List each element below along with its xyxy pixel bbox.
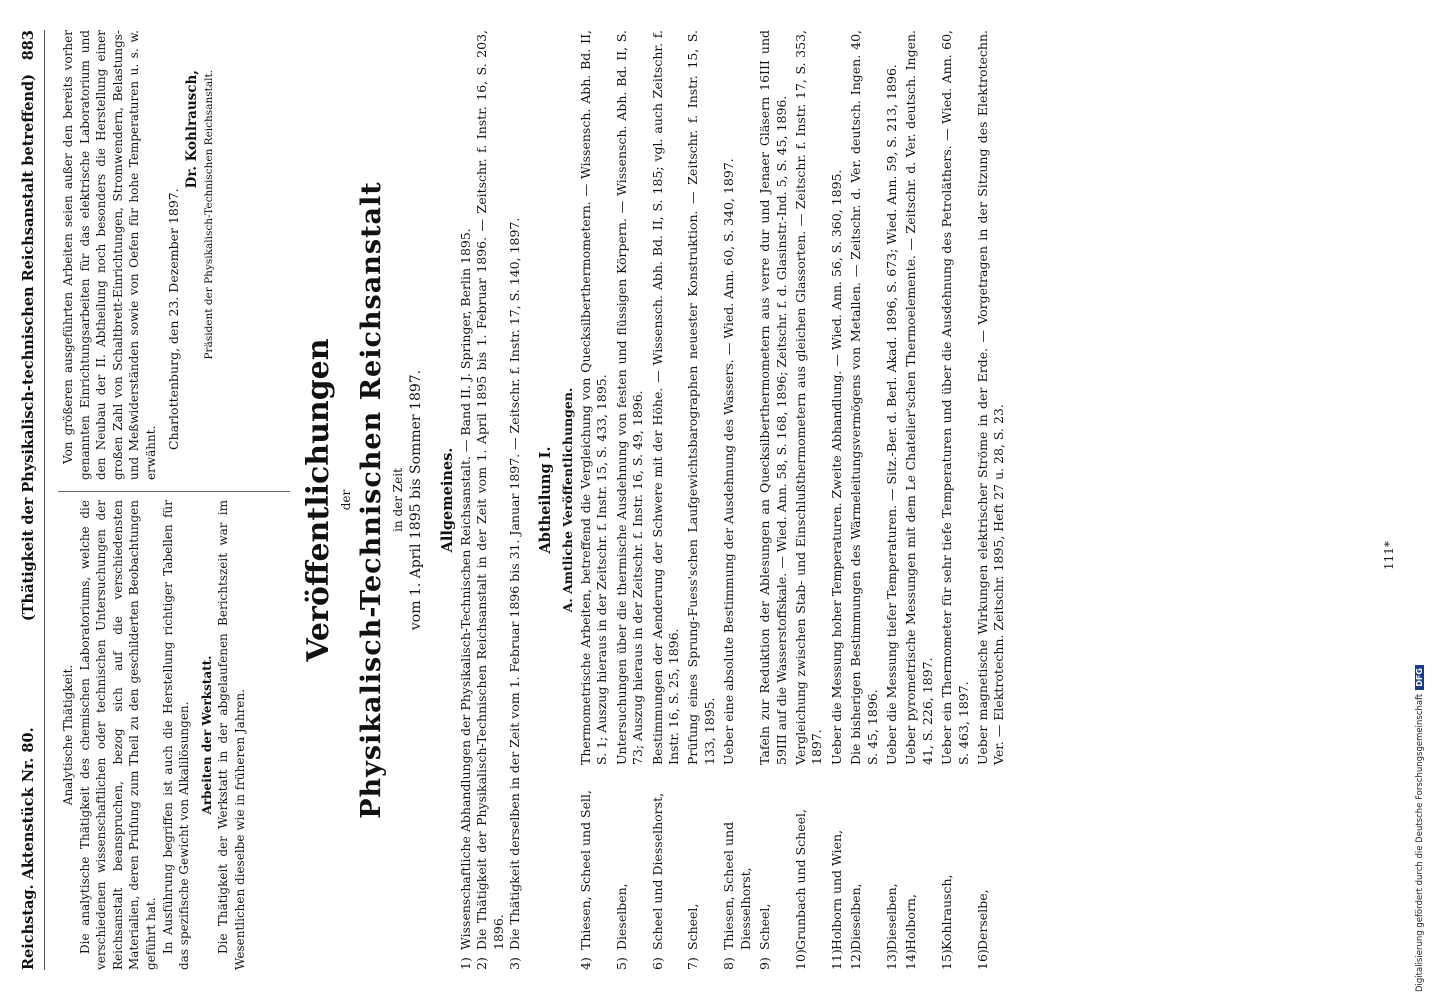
pub-title: Untersuchungen über die thermische Ausdehnung von festen und flüssigen Körpern. — Wissensch. Abh. Bd. II, S. 73; Auszug hieraus in der Zeitschr. f. Instr. 16, S. 49, 1896. bbox=[613, 30, 646, 765]
footer-signature: 111* bbox=[1382, 541, 1396, 570]
table-row bbox=[975, 30, 1008, 970]
paragraph: In Ausführung begriffen ist auch die Herstellung richtiger Tabellen für das spezifische Gewicht von Alkalilösungen. bbox=[160, 500, 192, 970]
heading-workshop: Arbeiten der Werkstatt. bbox=[199, 655, 214, 815]
table-row bbox=[903, 30, 936, 970]
table-row bbox=[650, 30, 683, 970]
pub-authors: Holborn, bbox=[903, 894, 919, 950]
pub-authors: Dieselben, bbox=[848, 883, 864, 950]
table-row bbox=[721, 30, 754, 970]
item-text: Die Thätigkeit derselben in der Zeit vom 1. Februar 1896 bis 31. Januar 1897. — Zeitschr. f. Instr. 17, S. 140, 1897. bbox=[507, 217, 523, 950]
title-line: Veröffentlichungen bbox=[301, 338, 336, 662]
pub-authors: Thiesen, Scheel und Diesselhorst, bbox=[721, 821, 753, 950]
list-item bbox=[474, 30, 507, 970]
pub-title: Thermometrische Arbeiten, betreffend die Vergleichung von Quecksilberthermometern. — Wissensch. Abh. Bd. II, S. 1; Auszug hieraus in der Zeitschr. f. Instr. 15, S. 433, 1895. bbox=[578, 30, 610, 765]
pub-number: 4) bbox=[578, 957, 594, 970]
pub-authors: Grunbach und Scheel, bbox=[792, 809, 808, 950]
digitization-text: Digitalisierung gefördert durch die Deutsche Forschungsgemeinschaft bbox=[1415, 693, 1425, 992]
title-line: in der Zeit bbox=[391, 468, 405, 532]
signature-name: Dr. Kohlrausch, bbox=[184, 70, 201, 189]
signature-place-date: Charlottenburg, den 23. Dezember 1897. bbox=[165, 188, 181, 450]
pub-title: Prüfung eines Sprung-Fuess'schen Laufgewichtsbarographen neuester Konstruktion. — Zeitschr. f. Instr. 15, S. 133, 1895. bbox=[685, 30, 717, 765]
general-list bbox=[458, 30, 524, 970]
pub-title: Vergleichung zwischen Stab- und Einschlußthermometern aus gleichen Glassorten. — Zeitschr. f. Instr. 17, S. 353, 1897. bbox=[792, 30, 825, 765]
pub-authors: Kohlrausch, bbox=[939, 874, 955, 950]
pub-title: Ueber die Messung tiefer Temperaturen. — Sitz.-Ber. d. Berl. Akad. 1896, S. 673; Wied. Ann. 59, S. 213, 1896. bbox=[883, 64, 899, 765]
item-text: Wissenschaftliche Abhandlungen der Physikalisch-Technischen Reichsanstalt. — Band II. J. Springer, Berlin 1895. bbox=[458, 228, 473, 950]
pub-authors: Thiesen, Scheel und Sell, bbox=[578, 790, 594, 950]
pub-authors: Scheel, bbox=[685, 903, 701, 950]
digitization-note bbox=[1415, 8, 1425, 992]
pub-number: 16) bbox=[974, 949, 990, 970]
paragraph: Die Thätigkeit der Werkstatt in der abgelaufenen Berichtszeit war im Wesentlichen dieselbe wie in früheren Jahren. bbox=[216, 500, 247, 970]
pub-authors: Scheel, bbox=[757, 903, 773, 950]
table-row bbox=[939, 30, 972, 970]
pub-number: 12) bbox=[848, 949, 864, 970]
pub-title: Ueber eine absolute Bestimmung der Ausdehnung des Wassers. — Wied. Ann. 60, S. 340, 1897. bbox=[721, 158, 737, 765]
running-head bbox=[14, 30, 45, 970]
left-column bbox=[60, 500, 249, 970]
pub-authors: Holborn und Wien, bbox=[828, 829, 844, 950]
pub-authors: Derselbe, bbox=[974, 889, 990, 950]
pub-title: Ueber pyrometrische Messungen mit dem Le Chatelier'schen Thermoelemente. — Zeitschr. d. Ver. deutsch. Ingen. 41, S. 226, 1897. bbox=[903, 30, 935, 765]
paragraph: Von größeren ausgeführten Arbeiten seien außer den bereits vorher genannten Einrichtungsarbeiten für das elektrische Laboratorium und den Neubau der II. Abtheilung noch besonders die Herstellung einer großen Zahl von Schaltbrett-Einrichtungen, Stromwendern, Belastungs- und Meßwiderständen sowie von Oefen für hohe Temperaturen u. s. w. erwähnt. bbox=[61, 30, 158, 480]
pub-number: 5) bbox=[613, 957, 629, 970]
item-text: Die Thätigkeit der Physikalisch-Technischen Reichsanstalt in der Zeit vom 1. April 1895 bis 1. Februar 1896. — Zeitschr. f. Instr. 16, S. 203, 1896. bbox=[474, 30, 506, 950]
table-row bbox=[793, 30, 826, 970]
item-number: 2) bbox=[474, 957, 490, 970]
pub-number: 10) bbox=[792, 949, 808, 970]
pub-title: Ueber die Messung hoher Temperaturen. Zweite Abhandlung. — Wied. Ann. 56, S. 360, 1895. bbox=[828, 169, 844, 765]
pub-title: Tafeln zur Reduktion der Ablesungen an Quecksilberthermometern aus verre dur und Jenaer Gläsern 16III und 59III auf die Wasserstoffskale. — Wied. Ann. 58, S. 168, 1896; Zeitschr. f. d. Glasinstr.-Ind. 5, S. 45, 1896. bbox=[757, 30, 789, 765]
table-row bbox=[578, 30, 611, 970]
item-number: 3) bbox=[507, 957, 523, 970]
section-heading-department: Abtheilung I. bbox=[536, 446, 554, 554]
item-number: 1) bbox=[458, 957, 473, 970]
page-number: 883 bbox=[20, 30, 37, 61]
pub-number: 13) bbox=[883, 949, 899, 970]
heading-analytic: Analytische Thätigkeit. bbox=[61, 664, 75, 806]
pub-number: 14) bbox=[903, 949, 919, 970]
pub-number: 11) bbox=[828, 949, 844, 970]
table-row bbox=[757, 30, 790, 970]
list-item bbox=[458, 30, 474, 970]
pub-authors: Dieselben, bbox=[883, 883, 899, 950]
publications-section bbox=[300, 30, 1011, 970]
pub-title: Ueber magnetische Wirkungen elektrischer Ströme in der Erde. — Vorgetragen in der Sitzung des Elektrotechn. Ver. — Elektrotechn. Zeitschr. 1895, Heft 27 u. 28, S. 23. bbox=[974, 30, 1007, 765]
paragraph: Die analytische Thätigkeit des chemischen Laboratoriums, welche die verschiedenen wissenschaftlichen oder technischen Untersuchungen der Reichsanstalt beanspruchen, bezog sich auf die verschiedensten Materialien, deren Prüfung zum Theil zu den geschilderten Beobachtungen geführt hat. bbox=[77, 500, 158, 970]
title-line: Physikalisch-Technischen Reichsanstalt bbox=[356, 181, 387, 819]
pub-number: 9) bbox=[757, 957, 773, 970]
pub-title: Die bisherigen Bestimmungen des Wärmeleitungsvermögens von Metallen. — Zeitschr. d. Ver. deutsch. Ingen. 40, S. 45, 1896. bbox=[848, 30, 880, 765]
column-divider bbox=[58, 491, 290, 492]
subsection-heading: A. Amtliche Veröffentlichungen. bbox=[559, 387, 575, 613]
table-row bbox=[848, 30, 881, 970]
section-heading-general: Allgemeines. bbox=[439, 447, 456, 553]
right-column bbox=[60, 30, 217, 480]
dfg-logo: DFG bbox=[1415, 665, 1424, 690]
pub-title: Ueber ein Thermometer für sehr tiefe Temperaturen und über die Ausdehnung des Petroläthers. — Wied. Ann. 60, S. 463, 1897. bbox=[939, 30, 971, 765]
pub-number: 7) bbox=[685, 957, 701, 970]
title-line: vom 1. April 1895 bis Sommer 1897. bbox=[408, 369, 424, 631]
title-line: der bbox=[339, 489, 353, 511]
pub-number: 15) bbox=[939, 949, 955, 970]
pub-authors: Dieselben, bbox=[613, 883, 629, 950]
pub-number: 8) bbox=[721, 957, 737, 970]
publication-list bbox=[578, 30, 1008, 970]
signature-role: Präsident der Physikalisch-Technischen Reichsanstalt. bbox=[202, 70, 215, 360]
pub-number: 6) bbox=[649, 957, 665, 970]
table-row bbox=[829, 30, 845, 970]
pub-authors: Scheel und Diesselhorst, bbox=[649, 792, 665, 950]
list-item bbox=[507, 30, 523, 970]
running-head-left: Reichstag. Aktenstück Nr. 80. bbox=[20, 727, 37, 970]
pub-title: Bestimmungen der Aenderung der Schwere mit der Höhe. — Wissensch. Abh. Bd. II, S. 185; vgl. auch Zeitschr. f. Instr. 16, S. 25, 1896. bbox=[649, 30, 682, 765]
table-row bbox=[884, 30, 900, 970]
table-row bbox=[614, 30, 647, 970]
running-head-right: (Thätigkeit der Physikalisch-technischen Reichsanstalt betreffend) bbox=[20, 74, 37, 622]
table-row bbox=[685, 30, 718, 970]
